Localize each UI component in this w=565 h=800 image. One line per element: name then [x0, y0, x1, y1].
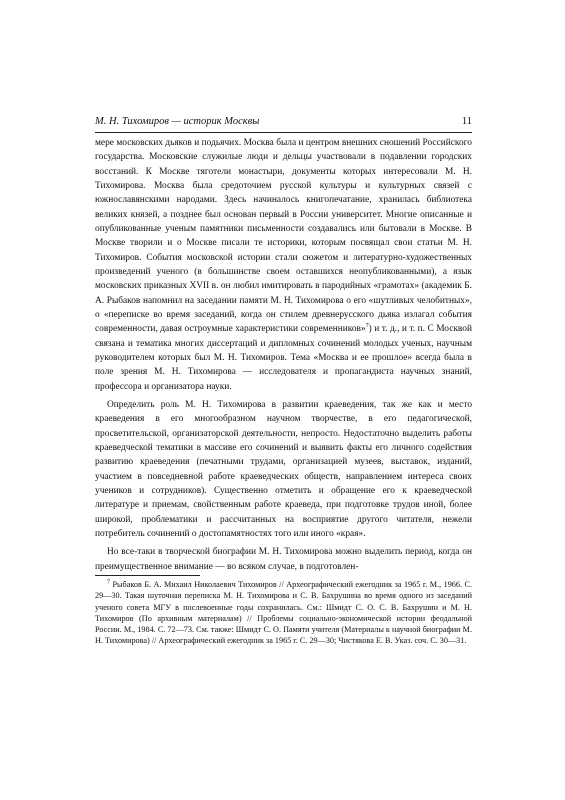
footnote-mark: 7 — [107, 579, 110, 586]
running-title: М. Н. Тихомиров — историк Москвы — [95, 116, 260, 127]
footnote-text: Рыбаков Б. А. Михаил Николаевич Тихомиров // Археографический ежегодник за 1965 г. М., 1966. С. 29—30. Такая шуточная переписка М. Н. Тихомирова и С. В. Бахрушина во время одного из заседаний ученого совета МГУ в послевоенные годы сохранилась. См.: Шмидт С. О. С. В. Бахрушин и М. Н. Тихомиров (По архивным материалам) // Проблемы социально-экономической истории феодальной России. М., 1984. С. 72—73. См. также: Шмидт С. О. Памяти учителя (Материалы к научной биографии М. Н. Тихомирова) // Археографический ежегодник за 1965 г. С. 29—30; Чистякова Е. В. Указ. соч. С. 30—31. — [95, 580, 473, 646]
footnote-reference: 7 — [365, 323, 369, 330]
header-rule — [95, 132, 472, 133]
page-number: 11 — [461, 116, 472, 127]
footnote — [95, 579, 472, 647]
paragraph-3: Но все-таки в творческой биографии М. Н. Тихомирова можно выделить период, когда он преимущественное внимание — во всяком случае, в подготовлен- — [95, 547, 472, 572]
paragraph-1-tail: ) и т. д., и т. п. С Москвой связана и тематика многих диссертаций и дипломных сочинений молодых ученых, научным руководителем которых был М. Н. Тихомиров. Тема «Москва и ее прошлое» всегда была в поле зрения М. Н. Тихомирова — исследователя и пропагандиста научных знаний, профессора и организатора науки. — [95, 324, 472, 392]
footnote-7 — [95, 579, 472, 647]
paragraph-1 — [95, 136, 472, 394]
paragraph-2: Определить роль М. Н. Тихомирова в развитии краеведения, так же как и место краеведения в его многообразном научном творчестве, в его педагогической, просветительской, организаторской деятельности, непросто. Недостаточно выделить работы краеведческой тематики в массиве его сочинений и выявить факты его личного содействия развитию краеведения (печатными трудами, организацией музеев, выставок, изданий, участием в повседневной работе краеведческих обществ, направлением интереса своих учеников и сотрудников). Существенно отметить и обращение его к краеведческой литературе и приемам, свойственным работе краеведа, при подготовке трудов иной, более широкой, проблематики и рассчитанных на восприятие другого читателя, нежели потребитель сочинений о достопамятностях того или иного «края». — [95, 399, 472, 539]
running-header — [95, 116, 472, 130]
paragraph-1-text: мере московских дьяков и подьячих. Москва была и центром внешних сношений Российского государства. Московские служилые люди и дельцы участвовали в подавлении городских восстаний. К Москве тяготели монастыри, документы которых интересовали М. Н. Тихомирова. Москва была средоточием русской культуры и культурных связей с южнославянскими народами. Здесь начиналось книгопечатание, хранилась библиотека великих князей, а позднее был основан первый в России университет. Многие описанные и опубликованные ученым памятники письменности создавались или бытовали в Москве. В Москве творили и о Москве писали те историки, которым посвящал свои статьи М. Н. Тихомиров. События московской истории стали сюжетом и литературно-художественных произведений ученого (в большинстве своем оставшихся неопубликованными), а язык московских приказных XVII в. он любил имитировать в пародийных «грамотах» (академик Б. А. Рыбаков напомнил на заседании памяти М. Н. Тихомирова о его «шутливых челобитных», о «переписке во время заседаний, когда он стилем древнерусского дьяка излагал события современности, давая остроумные характеристики современников» — [95, 138, 472, 335]
body-text — [95, 136, 472, 574]
footnote-rule — [95, 575, 200, 576]
